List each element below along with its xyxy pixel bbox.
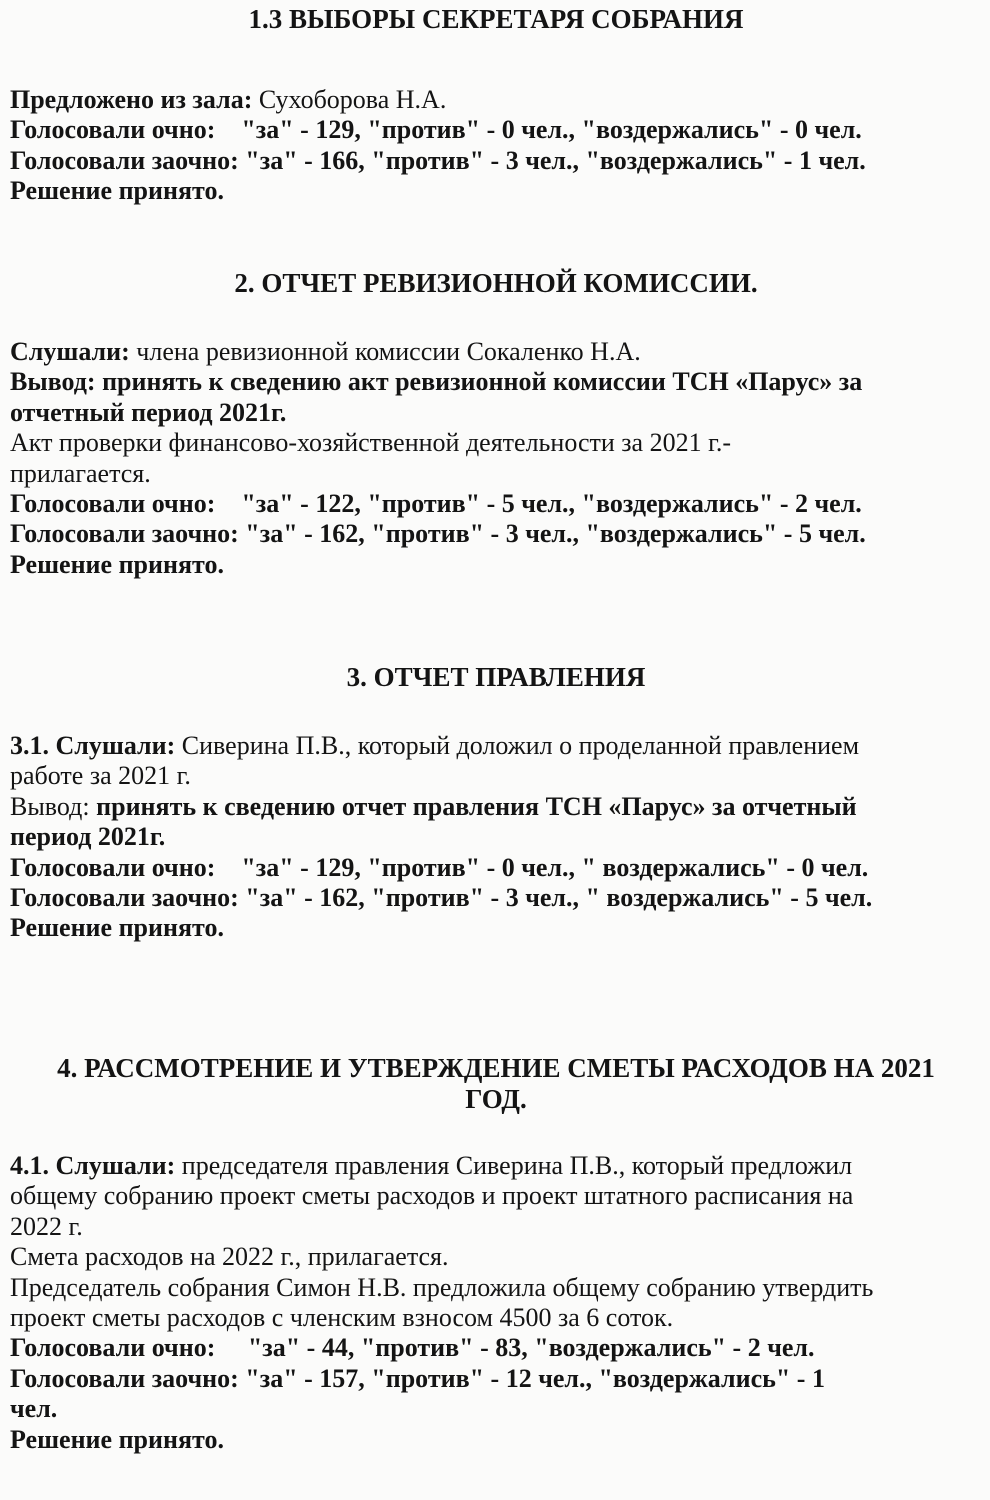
heard-line-1	[10, 731, 982, 761]
heard-line-1	[10, 1151, 982, 1181]
heard-value: члена ревизионной комиссии Сокаленко Н.А.	[129, 337, 641, 366]
decision: Решение принято.	[10, 549, 224, 579]
vote-in-person: Голосовали очно: "за" - 129, "против" - 0 чел., " воздержались" - 0 чел.	[10, 852, 869, 882]
vote-in-person: Голосовали очно: "за" - 122, "против" - 5 чел., "воздержались" - 2 чел.	[10, 489, 862, 519]
decision: Решение принято.	[10, 1424, 224, 1454]
heard-line-2: работе за 2021 г.	[10, 761, 191, 791]
conclusion-line-1	[10, 792, 982, 822]
estimate-line: Смета расходов на 2022 г., прилагается.	[10, 1242, 449, 1272]
conclusion-line-1: Вывод: принять к сведению акт ревизионной комиссии ТСН «Парус» за	[10, 367, 863, 397]
vote-absentee: Голосовали заочно: "за" - 162, "против" - 3 чел., " воздержались" - 5 чел.	[10, 883, 873, 913]
act-line-2: прилагается.	[10, 458, 151, 488]
section-title: 3. ОТЧЕТ ПРАВЛЕНИЯ	[346, 662, 646, 692]
vote-absentee: Голосовали заочно: "за" - 162, "против" - 3 чел., "воздержались" - 5 чел.	[10, 519, 866, 549]
heard-value: Сиверина П.В., который доложил о проделанной правлением	[175, 731, 860, 760]
proposed-line	[10, 80, 982, 115]
chair-line-1: Председатель собрания Симон Н.В. предложила общему собранию утвердить	[10, 1272, 874, 1302]
heard-label: 4.1. Слушали:	[10, 1151, 176, 1180]
section-title: 2. ОТЧЕТ РЕВИЗИОННОЙ КОМИССИИ.	[234, 268, 758, 298]
conclusion-text: принять к сведению отчет правления ТСН «Парус» за отчетный	[96, 791, 857, 821]
decision: Решение принято.	[10, 176, 224, 206]
act-line-1: Акт проверки финансово-хозяйственной деятельности за 2021 г.-	[10, 428, 731, 458]
conclusion-line-2: период 2021г.	[10, 822, 166, 852]
section-title-line-1: 4. РАССМОТРЕНИЕ И УТВЕРЖДЕНИЕ СМЕТЫ РАСХОДОВ НА 2021	[57, 1053, 935, 1083]
heard-line-3: 2022 г.	[10, 1211, 83, 1241]
conclusion-label: Вывод:	[10, 791, 97, 821]
vote-absentee-line-2: чел.	[10, 1394, 58, 1424]
heard-line-2: общему собранию проект сметы расходов и проект штатного расписания на	[10, 1181, 854, 1211]
proposed-value: Сухоборова Н.А.	[252, 85, 447, 114]
section-2	[10, 268, 982, 580]
section-4	[10, 1053, 982, 1455]
vote-absentee: Голосовали заочно: "за" - 166, "против" - 3 чел., "воздержались" - 1 чел.	[10, 145, 866, 175]
proposed-label: Предложено из зала:	[10, 85, 253, 114]
heard-label: 3.1. Слушали:	[10, 731, 176, 760]
vote-absentee-line-1: Голосовали заочно: "за" - 157, "против" - 12 чел., "воздержались" - 1	[10, 1363, 825, 1393]
section-title-line-2: ГОД.	[465, 1084, 527, 1114]
heard-value: председателя правления Сиверина П.В., который предложил	[175, 1151, 853, 1180]
decision: Решение принято.	[10, 913, 224, 943]
section-title: 1.3 ВЫБОРЫ СЕКРЕТАРЯ СОБРАНИЯ	[248, 4, 744, 34]
heard-line	[10, 337, 982, 367]
chair-line-2: проект сметы расходов с членским взносом 4500 за 6 соток.	[10, 1303, 674, 1333]
heard-label: Слушали:	[10, 337, 130, 366]
vote-in-person: Голосовали очно: "за" - 44, "против" - 83, "воздержались" - 2 чел.	[10, 1333, 815, 1363]
section-1-3	[10, 4, 982, 207]
section-3	[10, 662, 982, 944]
conclusion-line-2: отчетный период 2021г.	[10, 397, 287, 427]
vote-in-person: Голосовали очно: "за" - 129, "против" - 0 чел., "воздержались" - 0 чел.	[10, 115, 862, 145]
